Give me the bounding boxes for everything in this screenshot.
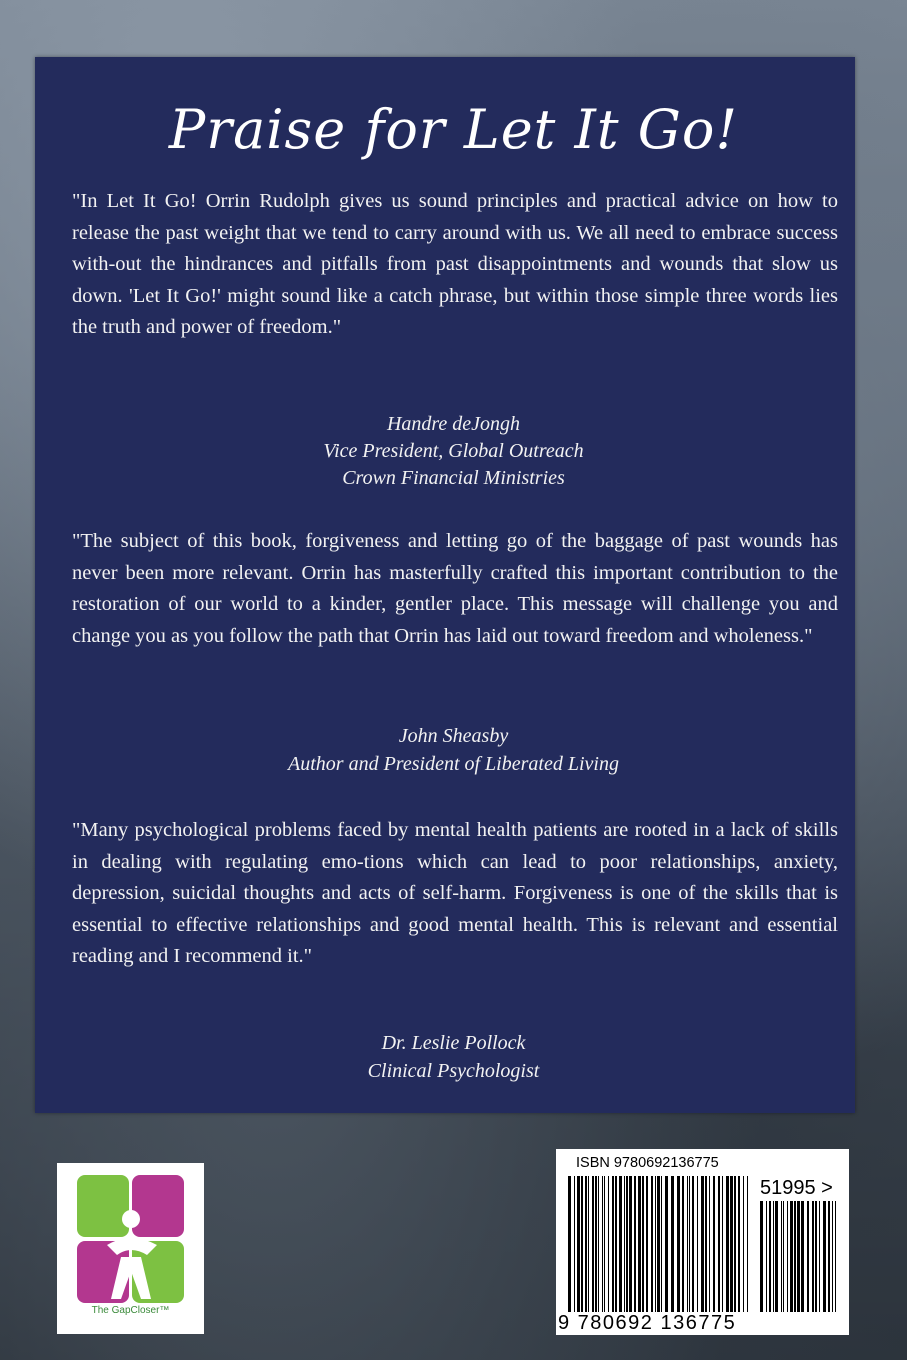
quote-3-text: "Many psychological problems faced by mental health patients are rooted in a lack of skills in dealing with regulating emo-tions which can lead to poor relationships, anxiety, depression, suicidal thoughts and acts of self-harm. Forgiveness is one of the skills that is essential to effective relationships and good mental health. This is relevant and essential reading and I recommend it." [72, 819, 838, 968]
quote-2-author: John Sheasby [398, 725, 509, 747]
addon-barcode-bars [760, 1201, 838, 1312]
isbn-label: ISBN 9780692136775 [576, 1155, 719, 1171]
quote-1-author: Handre deJongh [386, 413, 521, 435]
price-addon-digits: 51995 > [760, 1177, 833, 1199]
quote-1-title: Vice President, Global Outreach [323, 440, 584, 462]
ean-digits: 9 780692 136775 [558, 1312, 737, 1334]
praise-heading: Praise for Let It Go! [168, 98, 739, 161]
ean-barcode-bars [568, 1176, 750, 1312]
logo-text: The GapCloser™ [91, 1305, 170, 1316]
quote-3-title: Clinical Psychologist [367, 1060, 540, 1082]
publisher-logo [57, 1163, 204, 1334]
gapcloser-logo-icon [77, 1175, 184, 1303]
quote-2-text: "The subject of this book, forgiveness and letting go of the baggage of past wounds has never been more relevant. Orrin has masterfully crafted this important contribution to the restoration of our world to a kinder, gentler place. This message will challenge you and change you as you follow the path that Orrin has laid out toward freedom and wholeness." [72, 530, 838, 647]
quote-2-title: Author and President of Liberated Living [288, 753, 619, 775]
quote-1-text: "In Let It Go! Orrin Rudolph gives us sound principles and practical advice on how to release the past weight that we tend to carry around with us. We all need to embrace success with-out the hindrances and pitfalls from past disappointments and wounds that slow us down. 'Let It Go!' might sound like a catch phrase, but within those simple three words lies the truth and power of freedom." [72, 190, 838, 339]
isbn-barcode [556, 1149, 849, 1335]
quote-1-organization: Crown Financial Ministries [342, 467, 565, 489]
quote-3-author: Dr. Leslie Pollock [381, 1032, 526, 1054]
